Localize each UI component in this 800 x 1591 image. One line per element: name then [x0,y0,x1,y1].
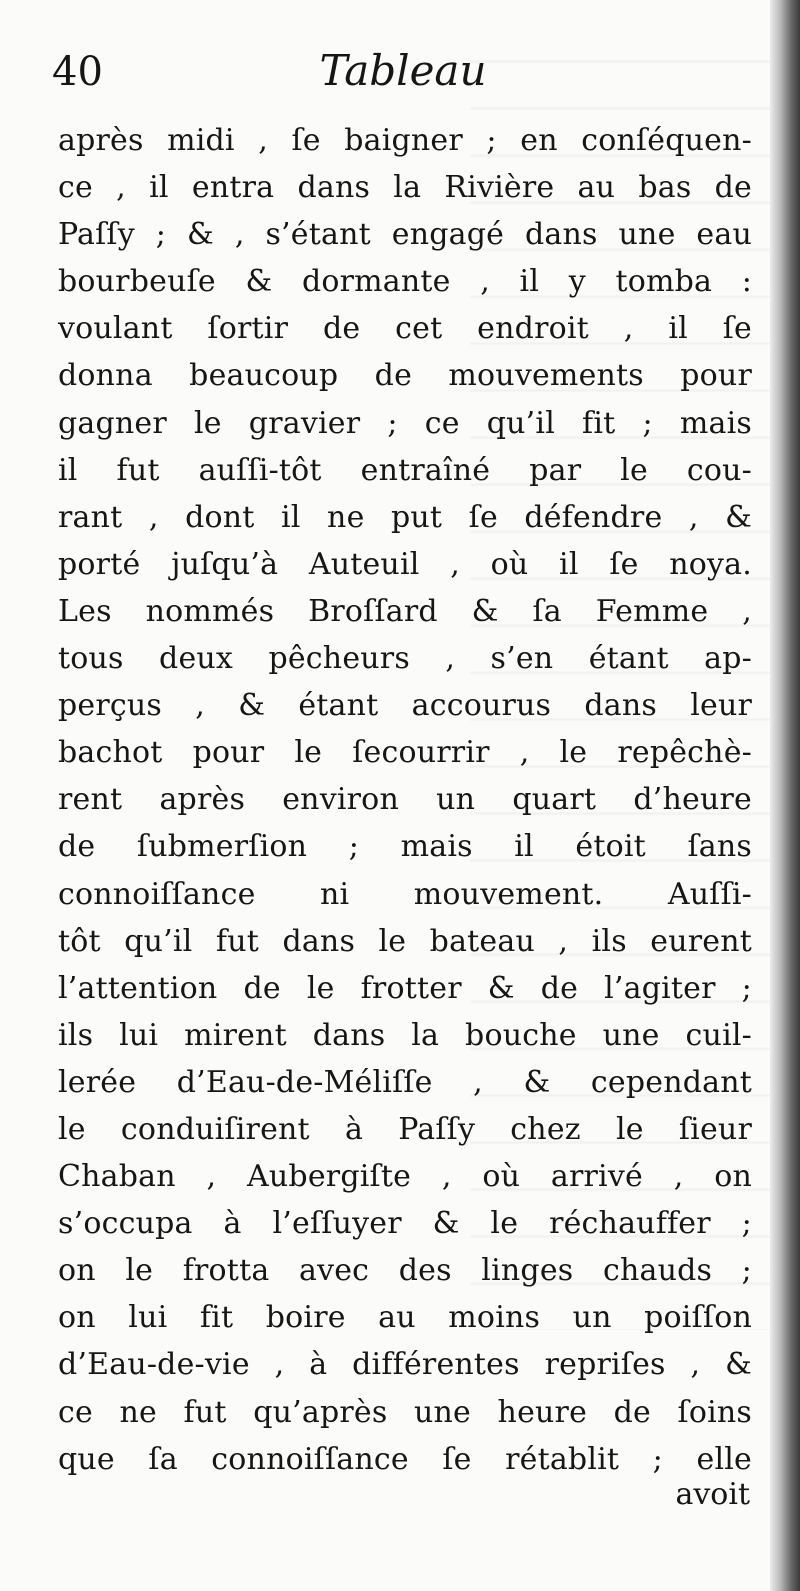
running-title: Tableau [319,46,487,95]
text-line: on le frotta avec des linges chauds ; [58,1253,752,1289]
binding-edge [770,0,800,1591]
text-line: donna beaucoup de mouvements pour [58,358,752,394]
text-line: tous deux pêcheurs , s’en étant ap- [58,641,752,677]
body-text [58,117,752,1483]
catchword: avoit [675,1477,750,1512]
text-line: que ſa connoiſſance ſe rétablit ; elle [58,1441,752,1477]
text-line: bachot pour le ſecourrir , le repêchè- [58,735,752,771]
text-line: perçus , & étant accourus dans leur [58,688,752,724]
text-line: s’occupa à l’eſſuyer & le réchauffer ; [58,1206,752,1242]
text-line: Les nommés Broſſard & ſa Femme , [58,593,752,629]
text-line: porté juſqu’à Auteuil , où il ſe noya. [58,546,752,582]
text-line: le conduiſirent à Paſſy chez le ſieur [58,1111,752,1147]
text-line: Chaban , Aubergiſte , où arrivé , on [58,1159,752,1195]
text-line: connoiſſance ni mouvement. Auſſi- [58,876,752,912]
text-line: gagner le gravier ; ce qu’il fit ; mais [58,405,752,441]
text-line: lerée d’Eau-de-Méliſſe , & cependant [58,1064,752,1100]
page-header [48,42,758,122]
text-line: rent après environ un quart d’heure [58,782,752,818]
text-line: d’Eau-de-vie , à différentes repriſes , & [58,1347,752,1383]
text-line: ce , il entra dans la Rivière au bas de [58,170,752,206]
text-line: de ſubmerſion ; mais il étoit ſans [58,829,752,865]
text-line: il fut auſſi-tôt entraîné par le cou- [58,452,752,488]
text-line: Paſſy ; & , s’étant engagé dans une eau [58,217,752,253]
text-line: bourbeuſe & dormante , il y tomba : [58,264,752,300]
text-line: ce ne fut qu’après une heure de ſoins [58,1394,752,1430]
text-line: tôt qu’il fut dans le bateau , ils eurent [58,923,752,959]
text-line: rant , dont il ne put ſe défendre , & [58,499,752,535]
text-line: après midi , ſe baigner ; en conſéquen- [58,123,752,158]
text-line: l’attention de le frotter & de l’agiter ; [58,970,752,1006]
text-line: voulant ſortir de cet endroit , il ſe [58,311,752,347]
page-number: 40 [52,49,103,95]
text-line: on lui fit boire au moins un poiſſon [58,1300,752,1336]
text-line: ils lui mirent dans la bouche une cuil- [58,1017,752,1053]
